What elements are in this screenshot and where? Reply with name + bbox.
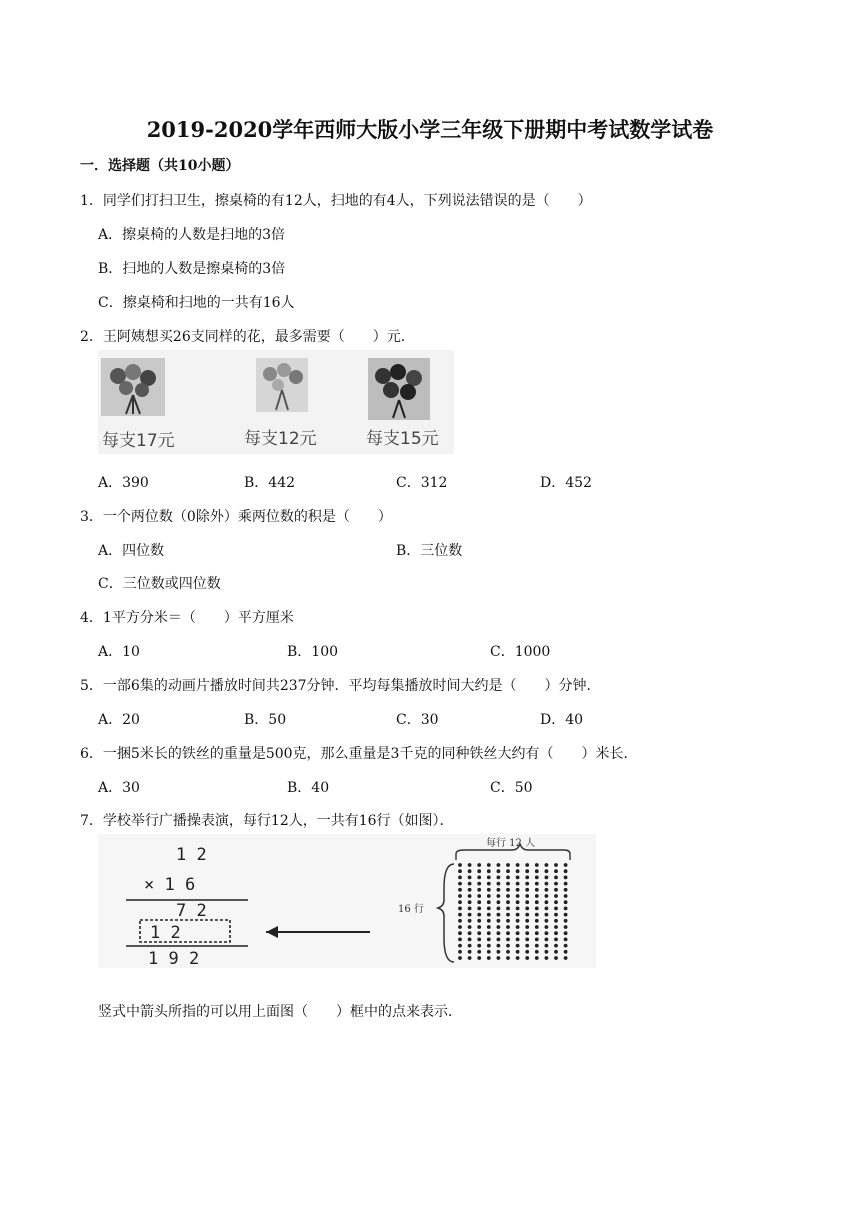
dot — [545, 882, 549, 886]
dot — [506, 925, 510, 929]
dot — [468, 869, 472, 873]
dot — [477, 869, 481, 873]
q3-option-c: C．三位数或四位数 — [98, 576, 221, 592]
dot — [554, 956, 558, 960]
dot — [564, 938, 568, 942]
dot — [506, 863, 510, 867]
q1-stem: 1．同学们打扫卫生，擦桌椅的有12人，扫地的有4人，下列说法错误的是（ ） — [80, 193, 592, 209]
q6-option-c: C．50 — [490, 780, 533, 796]
page-title: 2019-2020学年西师大版小学三年级下册期中考试数学试卷 — [146, 117, 714, 142]
dot — [477, 876, 481, 880]
dot — [516, 888, 520, 892]
q4-option-c: C．1000 — [490, 644, 551, 660]
dot — [497, 907, 501, 911]
dot — [554, 950, 558, 954]
dot — [564, 925, 568, 929]
flower-bouquet-2 — [256, 358, 308, 412]
dot — [516, 925, 520, 929]
dot — [506, 882, 510, 886]
q5-option-c: C．30 — [396, 712, 439, 728]
dot — [468, 900, 472, 904]
dot — [516, 956, 520, 960]
dot — [525, 925, 529, 929]
dot — [545, 925, 549, 929]
dot — [564, 950, 568, 954]
dot — [525, 876, 529, 880]
dot — [545, 876, 549, 880]
dot — [487, 938, 491, 942]
dot — [564, 956, 568, 960]
dot — [458, 913, 462, 917]
dot — [458, 950, 462, 954]
dot — [554, 876, 558, 880]
dot — [545, 938, 549, 942]
dot — [525, 931, 529, 935]
dot — [516, 900, 520, 904]
dot — [487, 876, 491, 880]
dot — [564, 919, 568, 923]
dot — [545, 919, 549, 923]
dot — [525, 863, 529, 867]
dot — [525, 938, 529, 942]
q6-option-b: B．40 — [287, 780, 330, 796]
dot — [497, 882, 501, 886]
dot — [477, 931, 481, 935]
dot — [525, 913, 529, 917]
dot — [468, 956, 472, 960]
q2-option-a: A．390 — [98, 475, 149, 491]
q2-stem: 2．王阿姨想买26支同样的花，最多需要（ ）元． — [80, 329, 415, 345]
calc-line-5: 1 9 2 — [148, 949, 200, 968]
dot — [458, 925, 462, 929]
dot — [487, 869, 491, 873]
dot — [477, 863, 481, 867]
dot — [554, 888, 558, 892]
dot — [564, 907, 568, 911]
dot — [497, 913, 501, 917]
dot — [545, 931, 549, 935]
dot — [525, 882, 529, 886]
dot — [487, 956, 491, 960]
dot — [497, 950, 501, 954]
q4-stem: 4．1平方分米＝（ ）平方厘米 — [80, 610, 294, 626]
dot — [477, 888, 481, 892]
dot — [477, 950, 481, 954]
dot — [468, 925, 472, 929]
dot — [535, 919, 539, 923]
dot — [535, 944, 539, 948]
dot — [506, 876, 510, 880]
dot — [487, 894, 491, 898]
dot — [535, 876, 539, 880]
dot — [458, 900, 462, 904]
dot — [497, 888, 501, 892]
dot — [506, 944, 510, 948]
dot — [535, 863, 539, 867]
dot — [554, 894, 558, 898]
dot — [506, 894, 510, 898]
dot — [554, 931, 558, 935]
dot — [497, 956, 501, 960]
dot — [516, 931, 520, 935]
dot — [506, 907, 510, 911]
q5-option-d: D．40 — [540, 712, 584, 728]
q5-option-a: A．20 — [98, 712, 140, 728]
row-count-label: 16 行 — [398, 904, 424, 915]
dot — [516, 913, 520, 917]
dot — [487, 882, 491, 886]
dot — [468, 882, 472, 886]
dot — [564, 869, 568, 873]
dot — [497, 894, 501, 898]
dot — [525, 900, 529, 904]
dot — [554, 863, 558, 867]
dot — [525, 919, 529, 923]
q5-stem: 5．一部6集的动画片播放时间共237分钟．平均每集播放时间大约是（ ）分钟． — [80, 678, 601, 694]
q2-flower-figure — [98, 350, 454, 454]
dot — [535, 931, 539, 935]
dot — [535, 907, 539, 911]
dot — [458, 956, 462, 960]
dot — [525, 956, 529, 960]
price-label-3: 每支15元 — [366, 429, 439, 449]
dot — [535, 938, 539, 942]
q3-option-b: B．三位数 — [396, 543, 463, 559]
dot — [458, 919, 462, 923]
dot — [554, 925, 558, 929]
dot — [516, 882, 520, 886]
dot — [477, 925, 481, 929]
q6-stem: 6．一捆5米长的铁丝的重量是500克，那么重量是3千克的同种铁丝大约有（ ）米长． — [80, 746, 638, 762]
q7-figure — [98, 834, 596, 968]
dot — [554, 869, 558, 873]
dot — [506, 956, 510, 960]
dot — [545, 950, 549, 954]
dot — [525, 944, 529, 948]
dot — [468, 919, 472, 923]
dot — [516, 950, 520, 954]
dot — [545, 869, 549, 873]
section-heading: 一．选择题（共10小题） — [80, 158, 240, 174]
dot — [468, 863, 472, 867]
dot — [497, 944, 501, 948]
dot — [535, 956, 539, 960]
q5-option-b: B．50 — [244, 712, 287, 728]
dot — [516, 894, 520, 898]
q1-option-a: A．擦桌椅的人数是扫地的3倍 — [98, 227, 286, 243]
dot — [506, 900, 510, 904]
flower-bouquet-3 — [368, 358, 430, 420]
dot — [535, 925, 539, 929]
q7-stem: 7．学校举行广播操表演，每行12人，一共有16行（如图）． — [80, 813, 454, 829]
dot — [506, 888, 510, 892]
dot — [535, 950, 539, 954]
dot — [506, 869, 510, 873]
calc-line-4: 1 2 — [150, 923, 181, 943]
dot — [545, 888, 549, 892]
dot — [554, 944, 558, 948]
dot — [468, 888, 472, 892]
q7-follow-up: 竖式中箭头所指的可以用上面图（ ）框中的点来表示． — [98, 1004, 462, 1020]
dot — [487, 913, 491, 917]
dot — [516, 863, 520, 867]
dot — [458, 938, 462, 942]
dot — [554, 900, 558, 904]
q3-option-a: A．四位数 — [98, 543, 165, 559]
dot — [487, 907, 491, 911]
dot — [497, 900, 501, 904]
dot — [477, 938, 481, 942]
dot — [525, 894, 529, 898]
dot — [458, 876, 462, 880]
dot — [525, 888, 529, 892]
dot — [516, 876, 520, 880]
q3-stem: 3．一个两位数（0除外）乘两位数的积是（ ） — [80, 509, 392, 525]
dot — [516, 938, 520, 942]
flower-bouquet-1 — [101, 358, 165, 416]
dot — [468, 876, 472, 880]
dot — [458, 888, 462, 892]
q4-option-b: B．100 — [287, 644, 339, 660]
dot — [468, 931, 472, 935]
dot — [545, 907, 549, 911]
dot — [554, 938, 558, 942]
dot — [458, 944, 462, 948]
dot — [458, 907, 462, 911]
dot — [525, 950, 529, 954]
dot — [525, 869, 529, 873]
dot — [506, 938, 510, 942]
q1-option-c: C．擦桌椅和扫地的一共有16人 — [98, 295, 295, 311]
dot — [564, 894, 568, 898]
dot — [516, 944, 520, 948]
dot — [545, 863, 549, 867]
q2-option-c: C．312 — [396, 475, 448, 491]
dot — [477, 894, 481, 898]
dot — [477, 900, 481, 904]
dot — [497, 863, 501, 867]
dot — [564, 944, 568, 948]
dot — [535, 913, 539, 917]
dot — [516, 907, 520, 911]
dot — [477, 882, 481, 886]
calc-line-2: × 1 6 — [144, 875, 196, 895]
dot — [525, 907, 529, 911]
dot — [487, 863, 491, 867]
dot — [564, 900, 568, 904]
dot — [497, 925, 501, 929]
dot — [545, 956, 549, 960]
dot — [487, 900, 491, 904]
dot — [545, 894, 549, 898]
price-label-1: 每支17元 — [102, 431, 175, 451]
dot — [497, 938, 501, 942]
dot — [564, 888, 568, 892]
q2-option-d: D．452 — [540, 475, 592, 491]
dot — [506, 913, 510, 917]
dot — [458, 863, 462, 867]
dot — [477, 907, 481, 911]
dot — [516, 919, 520, 923]
dot — [535, 869, 539, 873]
dot — [497, 931, 501, 935]
dot — [506, 950, 510, 954]
dot — [535, 888, 539, 892]
dot — [468, 944, 472, 948]
dot — [545, 913, 549, 917]
dot — [554, 882, 558, 886]
dot — [535, 882, 539, 886]
dot — [458, 931, 462, 935]
q1-option-b: B．扫地的人数是擦桌椅的3倍 — [98, 261, 286, 277]
q4-option-a: A．10 — [98, 644, 140, 660]
dot — [554, 919, 558, 923]
dot — [497, 876, 501, 880]
dot — [487, 919, 491, 923]
q2-option-b: B．442 — [244, 475, 296, 491]
dot — [545, 900, 549, 904]
dot — [477, 944, 481, 948]
dot — [506, 919, 510, 923]
dot — [487, 925, 491, 929]
dot — [545, 944, 549, 948]
dot — [564, 913, 568, 917]
dot — [564, 931, 568, 935]
dot — [468, 907, 472, 911]
dot — [497, 869, 501, 873]
dot — [487, 950, 491, 954]
dot — [477, 956, 481, 960]
dot — [554, 907, 558, 911]
column-count-label: 每行 12 人 — [486, 838, 536, 849]
calc-line-3: 7 2 — [176, 901, 207, 921]
dot — [497, 919, 501, 923]
dot — [468, 938, 472, 942]
dot — [468, 894, 472, 898]
dot — [477, 919, 481, 923]
dot — [535, 894, 539, 898]
dot — [477, 913, 481, 917]
q6-option-a: A．30 — [98, 780, 140, 796]
dot — [554, 913, 558, 917]
dot — [458, 894, 462, 898]
dot — [487, 931, 491, 935]
dot — [458, 882, 462, 886]
dot — [487, 944, 491, 948]
dot — [564, 882, 568, 886]
dot — [468, 913, 472, 917]
dot — [506, 931, 510, 935]
dot — [564, 863, 568, 867]
calc-line-1: 1 2 — [176, 845, 207, 865]
dot — [487, 888, 491, 892]
price-label-2: 每支12元 — [244, 429, 317, 449]
dot — [564, 876, 568, 880]
dot — [535, 900, 539, 904]
dot — [458, 869, 462, 873]
dot — [516, 869, 520, 873]
dot — [468, 950, 472, 954]
